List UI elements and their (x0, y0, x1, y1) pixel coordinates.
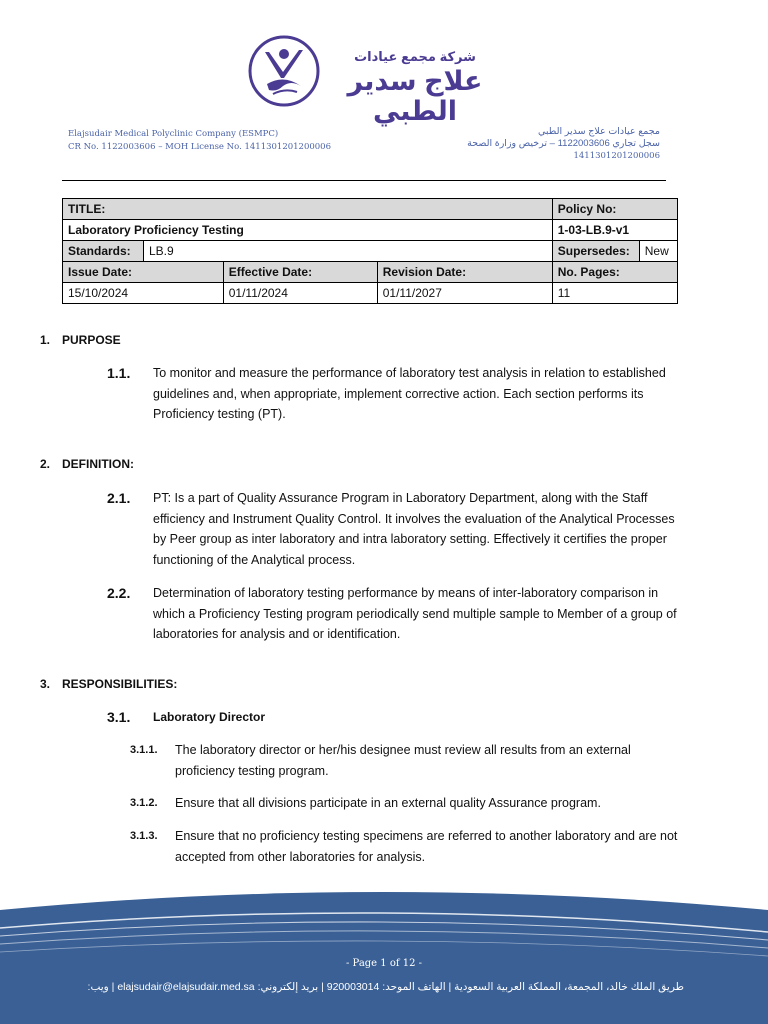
policy-value: 1-03-LB.9-v1 (552, 220, 677, 241)
footer-band (0, 888, 768, 1024)
company-info-en (68, 128, 331, 154)
standards-value: LB.9 (144, 241, 553, 262)
clause-number: 2.2. (107, 585, 131, 601)
section-number: 3. (40, 677, 51, 691)
clause-number: 3.1.3. (130, 830, 158, 842)
clause-3-1-1 (130, 740, 690, 781)
section-number: 1. (40, 333, 51, 347)
section-number: 2. (40, 457, 51, 471)
license-en: CR No. 1122003606 – MOH License No. 1411301201200006 (68, 142, 331, 152)
section-definition-heading (40, 454, 134, 475)
clause-3-1 (107, 707, 687, 728)
clause-text: Ensure that all divisions participate in an external quality Assurance program. (175, 796, 601, 810)
clause-text: The laboratory director or her/his designee must review all results from an external proficiency testing program. (175, 743, 631, 778)
supersedes-label: Supersedes: (552, 241, 639, 262)
clause-number: 2.1. (107, 490, 131, 506)
policy-label: Policy No: (552, 199, 677, 220)
brand-name (330, 48, 500, 126)
pages-label: No. Pages: (552, 262, 677, 283)
footer-address: طريق الملك خالد، المجمعة، المملكة العربية السعودية | الهاتف الموحد: 920003014 | بريد إلكتروني: elajsudair@elajsudair.med.sa | ويب: (87, 981, 684, 993)
section-title: DEFINITION: (62, 457, 134, 471)
section-responsibilities-heading (40, 674, 177, 695)
license-ar: سجل تجاري 1122003606 – ترخيص وزارة الصحة (467, 138, 660, 149)
pages-value: 11 (552, 283, 677, 304)
clause-text: Ensure that no proficiency testing specimens are referred to another laboratory and are not accepted from other laboratories for analysis. (175, 829, 678, 864)
clause-1-1 (107, 363, 687, 425)
clause-3-1-2 (130, 793, 690, 814)
effective-date-label: Effective Date: (223, 262, 377, 283)
issue-date-value: 15/10/2024 (63, 283, 224, 304)
revision-date-value: 01/11/2027 (377, 283, 552, 304)
clause-number: 3.1. (107, 709, 131, 725)
title-label: TITLE: (63, 199, 553, 220)
effective-date-value: 01/11/2024 (223, 283, 377, 304)
company-logo (247, 34, 321, 108)
policy-metadata-table (62, 198, 678, 304)
clause-3-1-3 (130, 826, 690, 867)
header-divider (62, 180, 666, 181)
clause-text: To monitor and measure the performance of laboratory test analysis in relation to established guidelines and, when appropriate, implement corrective action. Each section performs its Proficiency testing (PT). (153, 366, 666, 421)
section-title: PURPOSE (62, 333, 121, 347)
section-purpose-heading (40, 330, 121, 351)
section-title: RESPONSIBILITIES: (62, 677, 178, 691)
license-number-ar: 1411301201200006 (573, 151, 660, 161)
title-value: Laboratory Proficiency Testing (63, 220, 553, 241)
standards-label: Standards: (63, 241, 144, 262)
clause-text: PT: Is a part of Quality Assurance Program in Laboratory Department, along with the Staff efficiency and Instrument Quality Control. It involves the evaluation of the Analytical Processes by Peer group as inter laboratory and intra laboratory setting. Effectively it certifies the proper functioning of the Analytical process. (153, 491, 675, 567)
clause-number: 3.1.2. (130, 797, 158, 809)
brand-subtitle-ar: شركة مجمع عيادات (354, 49, 476, 64)
clause-title: Laboratory Director (153, 710, 266, 724)
revision-date-label: Revision Date: (377, 262, 552, 283)
clause-number: 1.1. (107, 365, 131, 381)
issue-date-label: Issue Date: (63, 262, 224, 283)
brand-title-ar: علاج سدير الطبي (347, 66, 483, 126)
company-name-ar: مجمع عيادات علاج سدير الطبي (538, 126, 660, 137)
company-name-en: Elajsudair Medical Polyclinic Company (ESMPC) (68, 129, 279, 139)
clause-2-2 (107, 583, 687, 645)
page-number: - Page 1 of 12 - (345, 958, 423, 969)
clause-2-1 (107, 488, 687, 570)
clause-number: 3.1.1. (130, 744, 158, 756)
company-info-ar (467, 126, 660, 162)
supersedes-value: New (639, 241, 677, 262)
clause-text: Determination of laboratory testing performance by means of inter-laboratory comparison in which a Proficiency Testing program periodically send multiple sample to Member of a group of laboratories for analysis and or identification. (153, 586, 677, 641)
